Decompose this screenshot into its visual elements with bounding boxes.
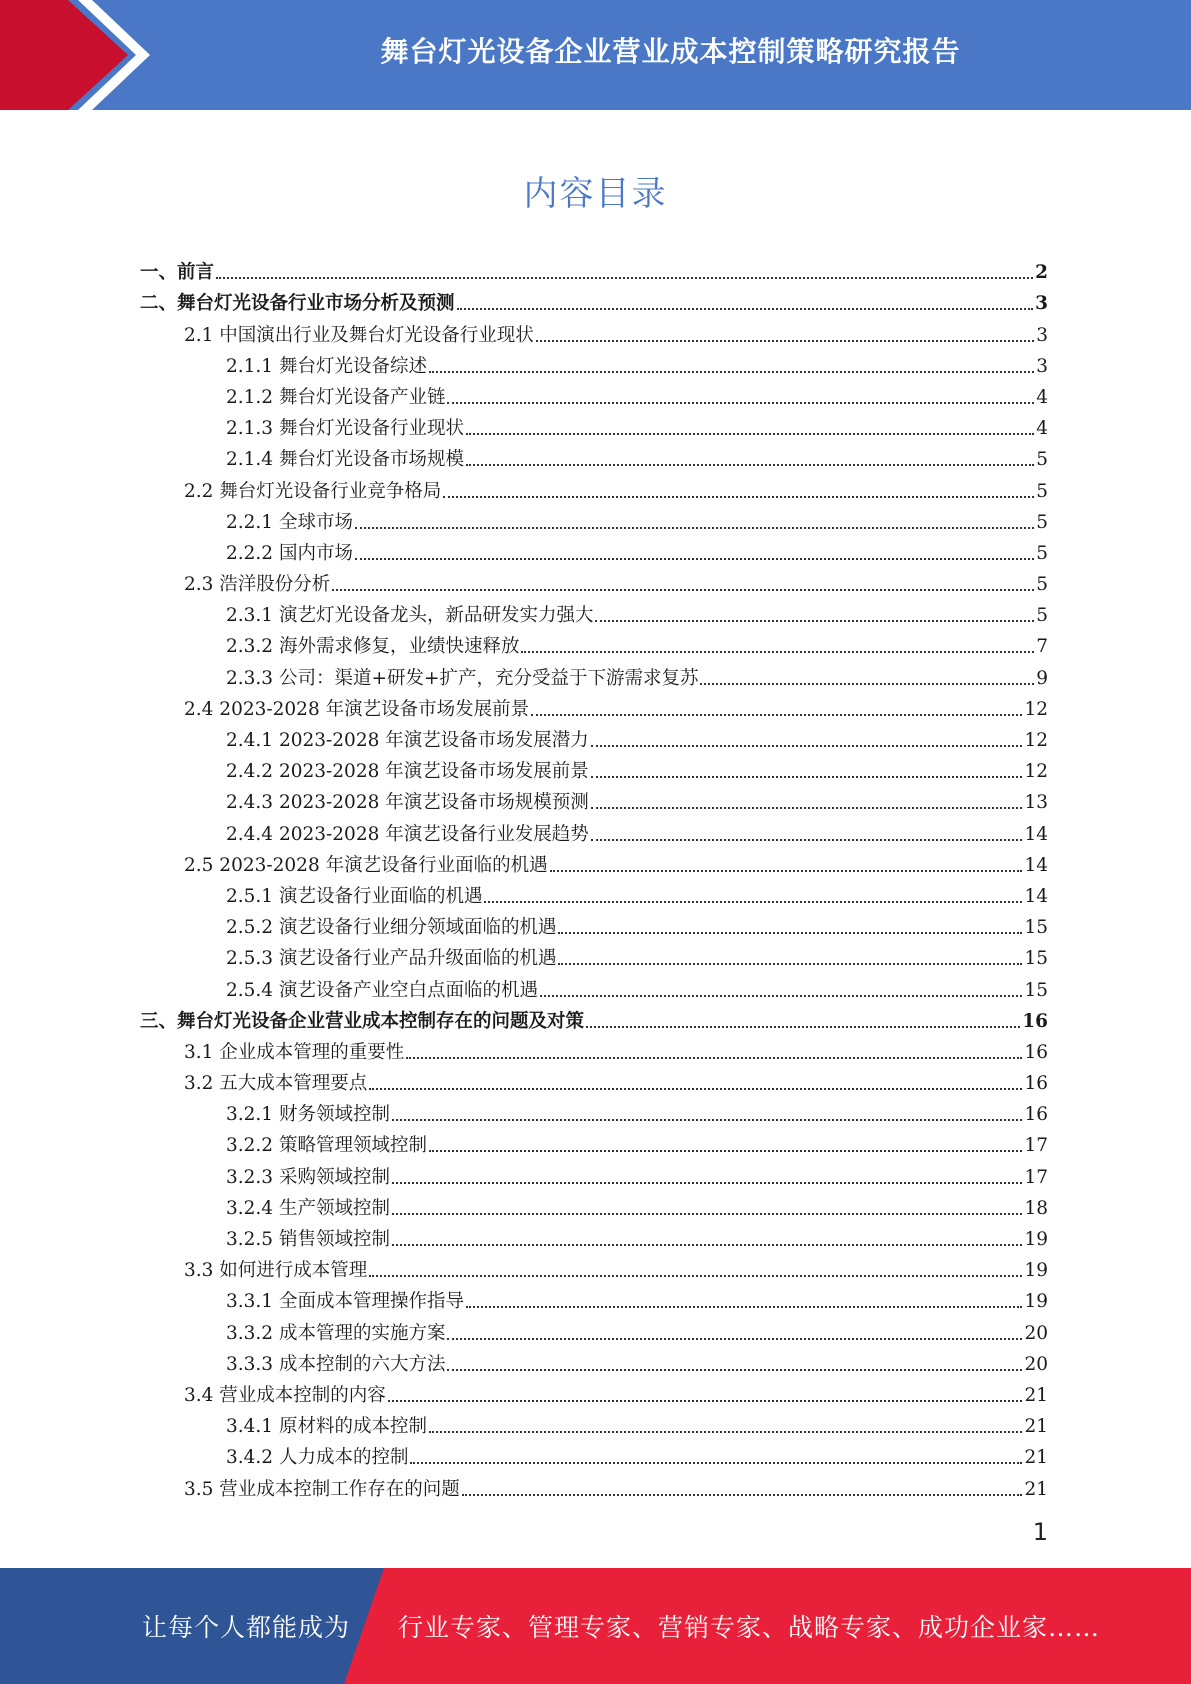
- toc-entry-title: 2.2.2 国内市场: [226, 542, 353, 564]
- toc-entry-page: 2: [1035, 262, 1048, 284]
- toc-entry-title: 3.3.1 全面成本管理操作指导: [226, 1291, 464, 1313]
- toc-entry-title: 2.5 2023-2028 年演艺设备行业面临的机遇: [184, 854, 548, 876]
- toc-entry-page: 5: [1036, 574, 1048, 596]
- toc-entry-title: 3.4.1 原材料的成本控制: [226, 1416, 427, 1438]
- toc-entry[interactable]: [140, 1034, 1048, 1065]
- toc-entry-title: 3.1 企业成本管理的重要性: [184, 1041, 405, 1063]
- toc-dot-leader: [429, 1150, 1022, 1152]
- toc-entry-page: 15: [1024, 979, 1048, 1001]
- toc-entry-page: 21: [1024, 1416, 1048, 1438]
- toc-entry-page: 4: [1036, 386, 1048, 408]
- toc-entry-page: 19: [1024, 1260, 1048, 1282]
- toc-entry-page: 3: [1035, 293, 1048, 315]
- toc-dot-leader: [392, 1182, 1022, 1184]
- toc-dot-leader: [591, 776, 1023, 778]
- toc-entry[interactable]: [140, 504, 1048, 535]
- toc-entry[interactable]: [140, 691, 1048, 722]
- toc-dot-leader: [392, 1213, 1022, 1215]
- toc-entry-title: 2.4.4 2023-2028 年演艺设备行业发展趋势: [226, 823, 589, 845]
- toc-dot-leader: [447, 1369, 1022, 1371]
- toc-entry-title: 2.3 浩洋股份分析: [184, 574, 331, 596]
- toc-entry[interactable]: [140, 1190, 1048, 1221]
- toc-dot-leader: [536, 340, 1034, 342]
- toc-entry-page: 21: [1024, 1447, 1048, 1469]
- footer-slogan-right: 行业专家、管理专家、营销专家、战略专家、成功企业家……: [398, 1613, 1101, 1642]
- toc-entry-page: 16: [1024, 1073, 1048, 1095]
- toc-entry[interactable]: [140, 1252, 1048, 1283]
- toc-dot-leader: [447, 1338, 1022, 1340]
- toc-entry-title: 一、前言: [140, 262, 215, 284]
- toc-entry[interactable]: [140, 1346, 1048, 1377]
- toc-entry-title: 3.2.5 销售领域控制: [226, 1229, 390, 1250]
- toc-entry[interactable]: [140, 1221, 1048, 1252]
- toc-entry-title: 2.5.1 演艺设备行业面临的机遇: [226, 885, 483, 907]
- toc-entry[interactable]: [140, 753, 1048, 784]
- toc-dot-leader: [558, 963, 1022, 965]
- toc-dot-leader: [392, 1244, 1022, 1246]
- toc-entry-page: 4: [1036, 418, 1048, 440]
- toc-entry-title: 2.1.1 舞台灯光设备综述: [226, 355, 427, 377]
- toc-dot-leader: [550, 870, 1023, 872]
- toc-entry-page: 3: [1036, 355, 1048, 377]
- toc-dot-leader: [369, 1088, 1022, 1090]
- toc-entry[interactable]: [140, 472, 1048, 503]
- toc-entry-page: 14: [1024, 885, 1048, 907]
- page-number: 1: [1032, 1518, 1048, 1546]
- toc-entry[interactable]: [140, 659, 1048, 690]
- toc-heading: 内容目录: [523, 174, 668, 214]
- toc-entry[interactable]: [140, 316, 1048, 347]
- toc-entry[interactable]: [140, 940, 1048, 971]
- toc-entry-page: 21: [1024, 1384, 1048, 1406]
- toc-entry[interactable]: [140, 1127, 1048, 1158]
- toc-entry-title: 3.4.2 人力成本的控制: [226, 1447, 409, 1469]
- toc-dot-leader: [484, 901, 1022, 903]
- toc-entry-page: 15: [1024, 948, 1048, 970]
- toc-entry-page: 5: [1036, 480, 1048, 502]
- toc-dot-leader: [443, 496, 1034, 498]
- toc-dot-leader: [406, 1057, 1022, 1059]
- toc-entry[interactable]: [140, 1439, 1048, 1470]
- toc-entry[interactable]: [140, 815, 1048, 846]
- toc-dot-leader: [429, 1431, 1022, 1433]
- toc-entry-title: 三、舞台灯光设备企业营业成本控制存在的问题及对策: [140, 1010, 585, 1032]
- toc-entry[interactable]: [140, 597, 1048, 628]
- toc-dot-leader: [586, 1026, 1020, 1028]
- toc-entry-title: 2.5.4 演艺设备产业空白点面临的机遇: [226, 979, 538, 1001]
- toc-entry-page: 19: [1024, 1291, 1048, 1313]
- toc-entry-page: 14: [1024, 854, 1048, 876]
- toc-entry[interactable]: [140, 566, 1048, 597]
- report-header: [0, 0, 1191, 110]
- toc-entry-title: 2.4 2023-2028 年演艺设备市场发展前景: [184, 698, 530, 720]
- toc-entry[interactable]: [140, 410, 1048, 441]
- toc-entry-title: 3.2.3 采购领域控制: [226, 1166, 390, 1188]
- toc-entry[interactable]: [140, 1065, 1048, 1096]
- toc-dot-leader: [392, 1119, 1022, 1121]
- toc-entry-title: 3.2.1 财务领域控制: [226, 1104, 390, 1126]
- toc-entry-page: 16: [1024, 1104, 1048, 1126]
- table-of-contents: [140, 254, 1048, 1502]
- toc-entry-title: 2.3.2 海外需求修复，业绩快速释放: [226, 636, 520, 658]
- toc-dot-leader: [591, 745, 1023, 747]
- toc-entry-page: 20: [1024, 1353, 1048, 1375]
- toc-dot-leader: [388, 1400, 1023, 1402]
- toc-entry-title: 2.1 中国演出行业及舞台灯光设备行业现状: [184, 324, 534, 346]
- toc-dot-leader: [410, 1462, 1022, 1464]
- toc-entry-page: 20: [1024, 1322, 1048, 1344]
- toc-entry-title: 3.2.2 策略管理领域控制: [226, 1135, 427, 1157]
- toc-entry-title: 3.3.2 成本管理的实施方案: [226, 1322, 446, 1344]
- toc-entry[interactable]: [140, 628, 1048, 659]
- toc-entry-page: 19: [1024, 1229, 1048, 1250]
- toc-entry[interactable]: [140, 254, 1048, 285]
- toc-entry-title: 2.3.1 演艺灯光设备龙头，新品研发实力强大: [226, 605, 594, 627]
- toc-dot-leader: [466, 1306, 1022, 1308]
- toc-entry[interactable]: [140, 878, 1048, 909]
- toc-entry-page: 15: [1024, 917, 1048, 939]
- toc-dot-leader: [447, 402, 1034, 404]
- toc-entry-title: 2.1.2 舞台灯光设备产业链: [226, 386, 446, 408]
- toc-entry[interactable]: [140, 1158, 1048, 1189]
- toc-entry-title: 3.4 营业成本控制的内容: [184, 1384, 386, 1406]
- toc-dot-leader: [700, 683, 1034, 685]
- toc-dot-leader: [457, 308, 1034, 310]
- toc-entry-page: 14: [1024, 823, 1048, 845]
- toc-entry-page: 17: [1024, 1166, 1048, 1188]
- toc-entry-title: 2.1.3 舞台灯光设备行业现状: [226, 418, 464, 440]
- toc-entry-page: 21: [1024, 1478, 1048, 1500]
- toc-dot-leader: [595, 620, 1034, 622]
- toc-dot-leader: [355, 558, 1034, 560]
- toc-entry-page: 16: [1024, 1041, 1048, 1063]
- toc-entry[interactable]: [140, 722, 1048, 753]
- toc-entry-page: 5: [1036, 511, 1048, 533]
- toc-entry-title: 2.5.3 演艺设备行业产品升级面临的机遇: [226, 948, 557, 970]
- toc-dot-leader: [429, 371, 1034, 373]
- report-footer: [0, 1568, 1191, 1684]
- toc-entry-page: 16: [1022, 1010, 1048, 1032]
- toc-entry-page: 3: [1036, 324, 1048, 346]
- toc-dot-leader: [462, 1494, 1023, 1496]
- toc-dot-leader: [466, 464, 1034, 466]
- toc-dot-leader: [369, 1275, 1022, 1277]
- toc-entry-page: 9: [1036, 667, 1048, 689]
- toc-entry-title: 2.2 舞台灯光设备行业竞争格局: [184, 480, 442, 502]
- toc-entry[interactable]: [140, 1408, 1048, 1439]
- toc-dot-leader: [216, 277, 1033, 279]
- toc-entry-title: 3.5 营业成本控制工作存在的问题: [184, 1478, 460, 1500]
- toc-dot-leader: [466, 433, 1034, 435]
- toc-entry[interactable]: [140, 285, 1048, 316]
- toc-entry-page: 17: [1024, 1135, 1048, 1157]
- toc-entry-title: 2.4.3 2023-2028 年演艺设备市场规模预测: [226, 792, 589, 814]
- toc-entry-page: 12: [1024, 761, 1048, 783]
- toc-entry-page: 5: [1036, 449, 1048, 471]
- toc-entry[interactable]: [140, 379, 1048, 410]
- toc-entry[interactable]: [140, 1003, 1048, 1034]
- toc-entry[interactable]: [140, 909, 1048, 940]
- toc-entry[interactable]: [140, 847, 1048, 878]
- toc-entry-page: 12: [1024, 698, 1048, 720]
- toc-entry-title: 3.3 如何进行成本管理: [184, 1260, 368, 1282]
- toc-entry[interactable]: [140, 348, 1048, 379]
- toc-dot-leader: [531, 714, 1022, 716]
- toc-entry-page: 5: [1036, 542, 1048, 564]
- toc-entry-page: 13: [1024, 792, 1048, 814]
- toc-entry-title: 3.2.4 生产领域控制: [226, 1197, 390, 1219]
- toc-entry-title: 2.4.1 2023-2028 年演艺设备市场发展潜力: [226, 730, 589, 751]
- toc-entry-title: 2.5.2 演艺设备行业细分领域面临的机遇: [226, 917, 557, 939]
- toc-dot-leader: [591, 807, 1023, 809]
- toc-entry-title: 2.4.2 2023-2028 年演艺设备市场发展前景: [226, 761, 589, 783]
- toc-entry[interactable]: [140, 1314, 1048, 1345]
- toc-entry-page: 5: [1036, 605, 1048, 627]
- toc-entry-title: 二、舞台灯光设备行业市场分析及预测: [140, 293, 455, 315]
- toc-entry-title: 2.1.4 舞台灯光设备市场规模: [226, 449, 464, 471]
- toc-dot-leader: [355, 527, 1034, 529]
- report-title: 舞台灯光设备企业营业成本控制策略研究报告: [380, 35, 961, 68]
- toc-entry[interactable]: [140, 1470, 1048, 1501]
- toc-entry-title: 2.3.3 公司：渠道+研发+扩产，充分受益于下游需求复苏: [226, 667, 699, 689]
- toc-dot-leader: [591, 839, 1023, 841]
- toc-entry[interactable]: [140, 1283, 1048, 1314]
- toc-entry-page: 12: [1024, 730, 1048, 751]
- toc-entry[interactable]: [140, 1377, 1048, 1408]
- toc-entry-title: 3.2 五大成本管理要点: [184, 1073, 368, 1095]
- toc-entry[interactable]: [140, 1096, 1048, 1127]
- toc-entry[interactable]: [140, 784, 1048, 815]
- footer-slogan-left: 让每个人都能成为: [142, 1613, 351, 1642]
- toc-entry-page: 18: [1024, 1197, 1048, 1219]
- toc-entry[interactable]: [140, 535, 1048, 566]
- toc-entry-title: 2.2.1 全球市场: [226, 511, 353, 533]
- toc-entry[interactable]: [140, 971, 1048, 1002]
- toc-dot-leader: [540, 995, 1022, 997]
- toc-entry-title: 3.3.3 成本控制的六大方法: [226, 1353, 446, 1375]
- toc-entry-page: 7: [1036, 636, 1048, 658]
- toc-dot-leader: [558, 932, 1022, 934]
- toc-dot-leader: [521, 651, 1034, 653]
- toc-dot-leader: [332, 589, 1034, 591]
- toc-entry[interactable]: [140, 441, 1048, 472]
